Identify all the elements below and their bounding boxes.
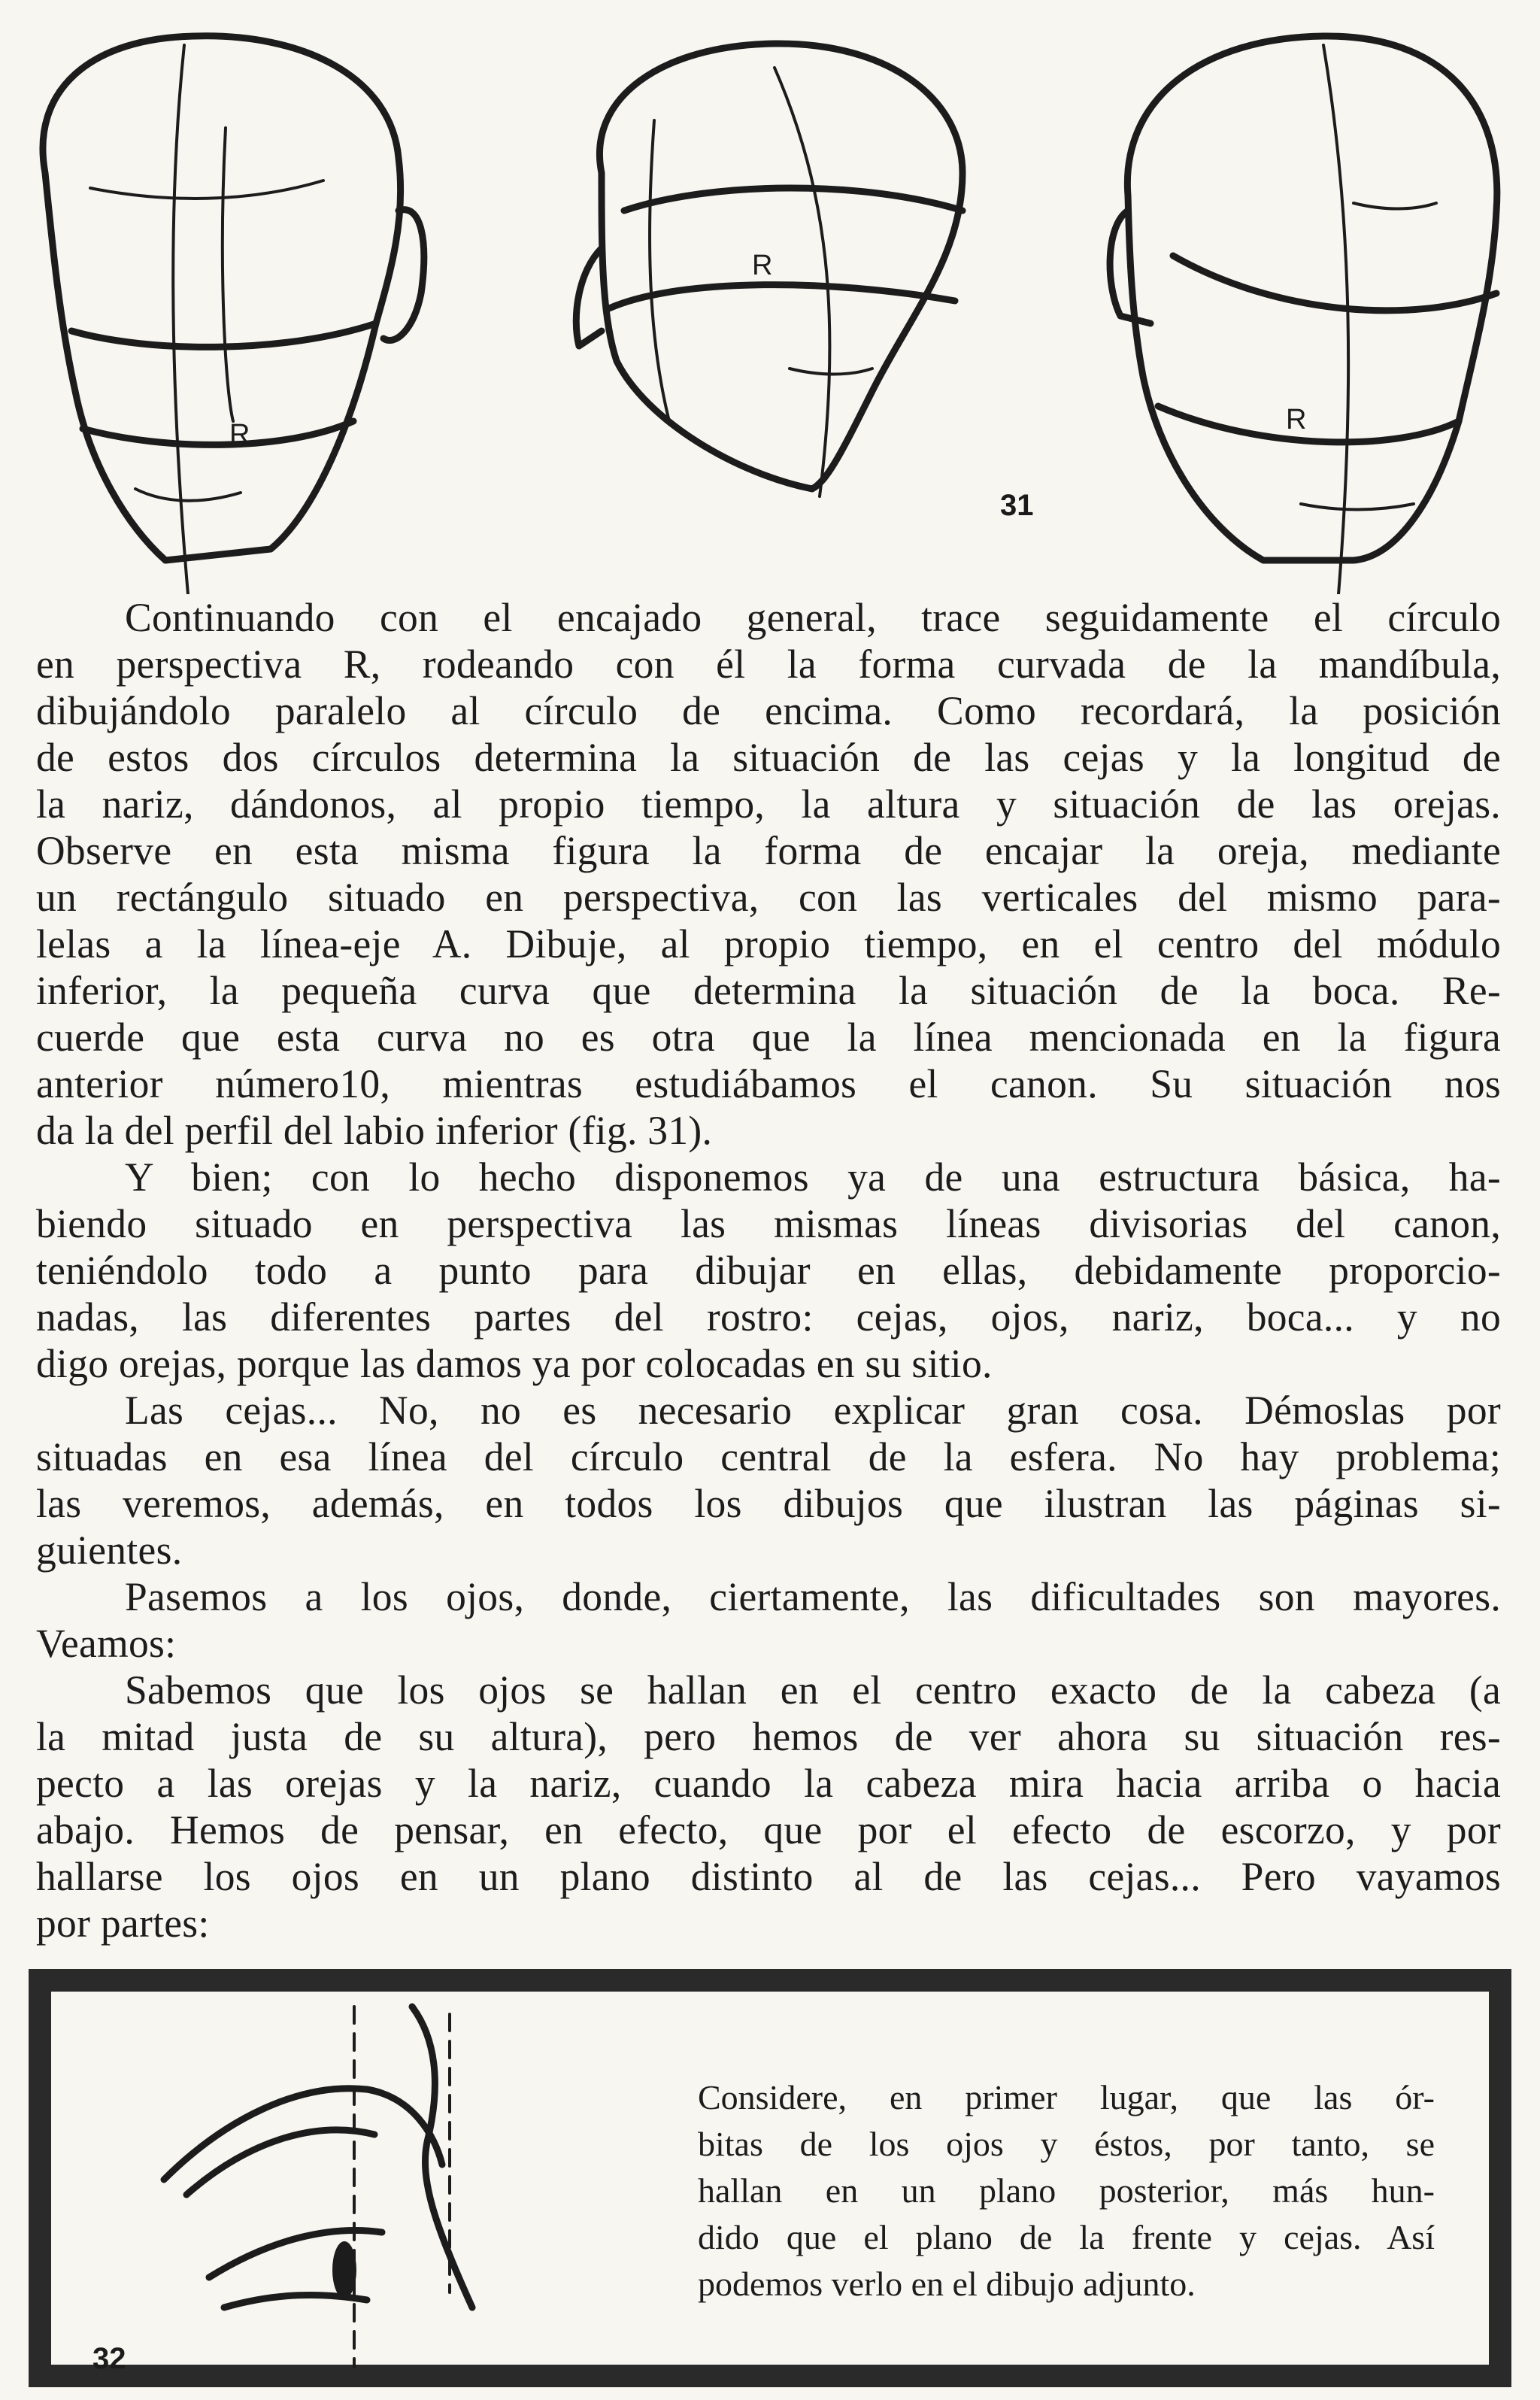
head-front-view <box>43 36 424 594</box>
text-line: Continuando con el encajado general, trace seguidamente el círculo <box>125 595 1501 640</box>
text-line: Las cejas... No, no es necesario explicar gran cosa. Démoslas por <box>125 1388 1501 1433</box>
text-line: Sabemos que los ojos se hallan en el centro exacto de la cabeza (a <box>125 1667 1501 1713</box>
paragraph-3 <box>36 1387 1501 1573</box>
figure-32-caption <box>698 2074 1435 2307</box>
text-line: cuerde que esta curva no es otra que la línea mencionada en la figura <box>36 1015 1501 1060</box>
text-line: da la del perfil del labio inferior (fig. 31). <box>36 1108 713 1153</box>
figure-number: 31 <box>1000 489 1034 522</box>
body-text <box>36 594 1501 1946</box>
text-line: las veremos, además, en todos los dibujos que ilustran las páginas si- <box>36 1481 1501 1526</box>
paragraph-1 <box>36 594 1501 1154</box>
figure-32-panel <box>51 1992 1489 2375</box>
label-r-1: R <box>229 419 250 451</box>
figure-31 <box>0 0 1540 594</box>
eye-profile-sketch <box>51 1992 668 2368</box>
text-line: anterior número10, mientras estudiábamos el canon. Su situación nos <box>36 1061 1501 1106</box>
figure-number-32: 32 <box>92 2342 126 2375</box>
text-line: guientes. <box>36 1528 183 1573</box>
text-line: de estos dos círculos determina la situación de las cejas y la longitud de <box>36 735 1501 780</box>
text-line: por partes: <box>36 1901 210 1946</box>
text-line: un rectángulo situado en perspectiva, con las verticales del mismo para- <box>36 875 1501 920</box>
caption-line: hallan en un plano posterior, más hun- <box>698 2171 1435 2210</box>
caption-line: podemos verlo en el dibujo adjunto. <box>698 2265 1196 2303</box>
caption-line: Considere, en primer lugar, que las ór- <box>698 2078 1435 2116</box>
text-line: la nariz, dándonos, al propio tiempo, la altura y situación de las orejas. <box>36 781 1501 827</box>
text-line: Y bien; con lo hecho disponemos ya de una estructura básica, ha- <box>125 1154 1501 1200</box>
paragraph-5 <box>36 1667 1501 1946</box>
text-line: Veamos: <box>36 1621 177 1666</box>
paragraph-4 <box>36 1573 1501 1667</box>
text-line: pecto a las orejas y la nariz, cuando la cabeza mira hacia arriba o hacia <box>36 1761 1501 1806</box>
text-line: abajo. Hemos de pensar, en efecto, que por el efecto de escorzo, y por <box>36 1807 1501 1852</box>
text-line: biendo situado en perspectiva las mismas líneas divisorias del canon, <box>36 1201 1501 1246</box>
label-r-2: R <box>752 250 773 281</box>
text-line: Observe en esta misma figura la forma de encajar la oreja, mediante <box>36 828 1501 873</box>
iris-shape <box>332 2241 356 2298</box>
paragraph-2 <box>36 1154 1501 1387</box>
text-line: en perspectiva R, rodeando con él la forma curvada de la mandíbula, <box>36 642 1501 687</box>
text-line: inferior, la pequeña curva que determina la situación de la boca. Re- <box>36 968 1501 1013</box>
text-line: dibujándolo paralelo al círculo de encima. Como recordará, la posición <box>36 688 1501 733</box>
caption-line: dido que el plano de la frente y cejas. Así <box>698 2218 1435 2256</box>
text-line: digo orejas, porque las damos ya por colocadas en su sitio. <box>36 1341 993 1386</box>
head-back-view <box>576 44 962 496</box>
head-front-down-view <box>1110 36 1497 594</box>
figure-32-box <box>29 1969 1511 2387</box>
label-r-3: R <box>1286 404 1307 435</box>
text-line: lelas a la línea-eje A. Dibuje, al propio tiempo, en el centro del módulo <box>36 921 1501 966</box>
text-line: nadas, las diferentes partes del rostro: cejas, ojos, nariz, boca... y no <box>36 1294 1501 1340</box>
text-line: situadas en esa línea del círculo central de la esfera. No hay problema; <box>36 1434 1501 1479</box>
text-line: la mitad justa de su altura), pero hemos de ver ahora su situación res- <box>36 1714 1501 1759</box>
text-line: Pasemos a los ojos, donde, ciertamente, las dificultades son mayores. <box>125 1574 1501 1619</box>
text-line: teniéndolo todo a punto para dibujar en ellas, debidamente proporcio- <box>36 1248 1501 1293</box>
text-line: hallarse los ojos en un plano distinto al de las cejas... Pero vayamos <box>36 1854 1501 1899</box>
head-sketches <box>0 0 1540 594</box>
caption-line: bitas de los ojos y éstos, por tanto, se <box>698 2125 1435 2163</box>
